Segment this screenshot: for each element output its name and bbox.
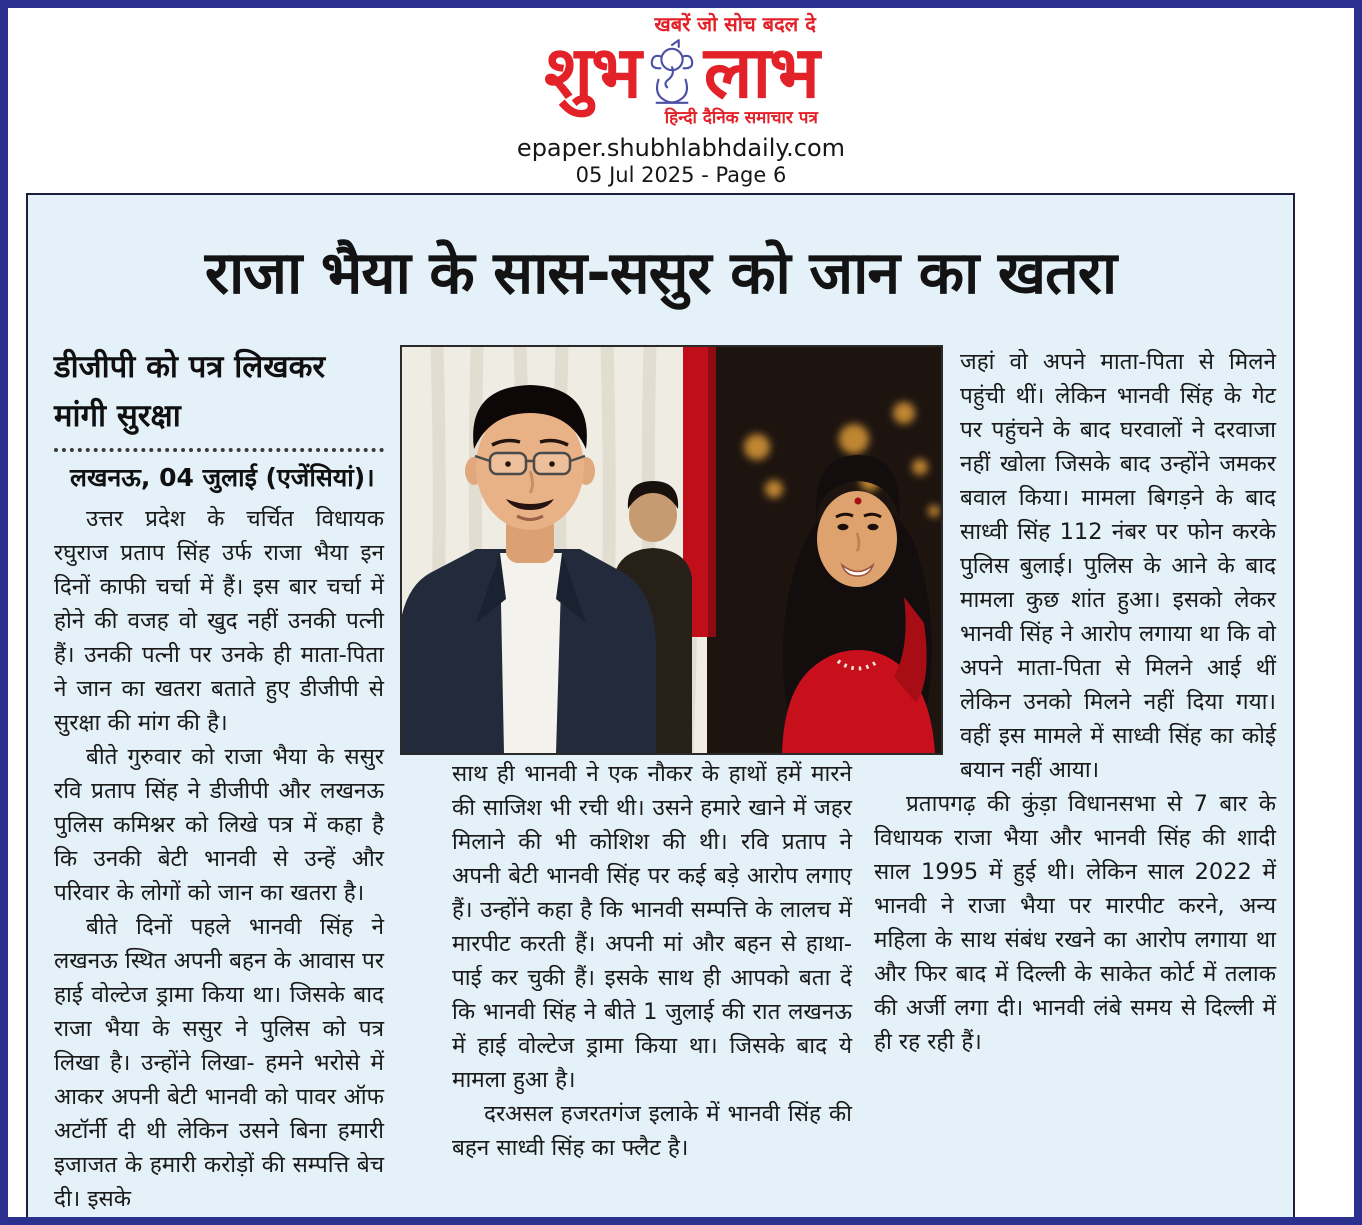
masthead [8,12,1354,187]
article-subheadline: डीजीपी को पत्र लिखकर मांगी सुरक्षा [54,349,326,434]
newspaper-logo [544,12,818,128]
masthead-title-right: लाभ [703,30,818,114]
body-paragraph: दरअसल हजरतगंज इलाके में भानवी सिंह की बहन साध्वी सिंह का फ्लैट है। [452,1101,852,1161]
masthead-tagline: खबरें जो सोच बदल दे [654,12,816,36]
date-page-line: 05 Jul 2025 - Page 6 [575,163,787,187]
article-dateline: लखनऊ, 04 जुलाई (एजेंसियां)। [70,463,375,492]
epaper-url: epaper.shubhlabhdaily.com [516,134,846,162]
article-box [26,193,1295,1221]
body-paragraph: बीते गुरुवार को राजा भैया के ससुर रवि प्रताप सिंह ने डीजीपी और लखनऊ पुलिस कमिश्नर को लिखे पत्र में कहा है कि उनकी बेटी भानवी से उन्हें और परिवार के लोगों को जान का खतरा है। [54,744,384,906]
dotted-divider [54,448,384,452]
body-paragraph: प्रतापगढ़ की कुंड़ा विधानसभा से 7 बार के विधायक राजा भैया और भानवी सिंह की शादी साल 1995 में हुई थी। लेकिन साल 2022 में भानवी ने राजा भैया पर मारपीट करने, अन्य महिला के साथ संबंध रखने का आरोप लगाया था और फिर बाद में दिल्ली के साकेत कोर्ट में तलाक की अर्जी लगा दी। भानवी लंबे समय से दिल्ली में ही रह रही हैं। [874,791,1276,1055]
masthead-title-left: शुभ [544,30,640,114]
column-1 [54,343,384,1216]
news-photo [400,345,943,755]
masthead-title [544,30,818,114]
body-paragraph: उत्तर प्रदेश के चर्चित विधायक रघुराज प्रताप सिंह उर्फ राजा भैया इन दिनों काफी चर्चा में हैं। इस बार चर्चा में होने की वजह वो खुद नहीं उनकी पत्नी हैं। उनकी पत्नी पर उनके ही माता-पिता ने जान का खतरा बताते हुए डीजीपी से सुरक्षा की मांग की है। [54,506,384,736]
article-headline: राजा भैया के सास-ससुर को जान का खतरा [204,238,1117,307]
photo-wrap-spacer [874,345,960,759]
masthead-subtitle: हिन्दी दैनिक समाचार पत्र [664,108,818,128]
body-paragraph: जहां वो अपने माता-पिता से मिलने पहुंची थीं। लेकिन भानवी सिंह के गेट पर पहुंचने के बाद घरवालों ने दरवाजा नहीं खोला जिसके बाद उन्होंने जमकर बवाल किया। मामला बिगड़ने के बाद साध्वी सिंह 112 नंबर पर फोन करके पुलिस बुलाई। पुलिस के आने के बाद मामला कुछ शांत हुआ। इसको लेकर भानवी सिंह ने आरोप लगाया था कि वो अपने माता-पिता से मिलने आई थीं लेकिन उनको मिलने नहीं दिया गया। वहीं इस मामले में साध्वी सिंह का कोई बयान नहीं आया। [960,349,1276,783]
column-2 [452,757,852,1165]
body-paragraph: साथ ही भानवी ने एक नौकर के हाथों हमें मारने की साजिश भी रची थी। उसने हमारे खाने में जहर मिलाने की भी कोशिश की थी। रवि प्रताप ने अपनी बेटी भानवी सिंह पर कई बड़े आरोप लगाए हैं। उन्होंने कहा है कि भानवी सम्पत्ति के लालच में मारपीट करती हैं। अपनी मां और बहन से हाथा-पाई कर चुकी हैं। इसके साथ ही आपको बता दें कि भानवी सिंह ने बीते 1 जुलाई की रात लखनऊ में हाई वोल्टेज ड्रामा किया था। जिसके बाद ये मामला हुआ है। [452,761,852,1093]
column-3 [874,345,1276,1059]
ganesha-icon [645,37,699,107]
body-paragraph: बीते दिनों पहले भानवी सिंह ने लखनऊ स्थित अपनी बहन के आवास पर हाई वोल्टेज ड्रामा किया था। जिसके बाद राजा भैया के ससुर ने पुलिस को पत्र लिखा है। उन्होंने लिखा- हमने भरोसे में आकर अपनी बेटी भानवी को पावर ऑफ अटॉर्नी दी थी लेकिन उसने बिना हमारी इजाजत के हमारी करोड़ों की सम्पत्ति बेच दी। इसके [54,914,384,1212]
